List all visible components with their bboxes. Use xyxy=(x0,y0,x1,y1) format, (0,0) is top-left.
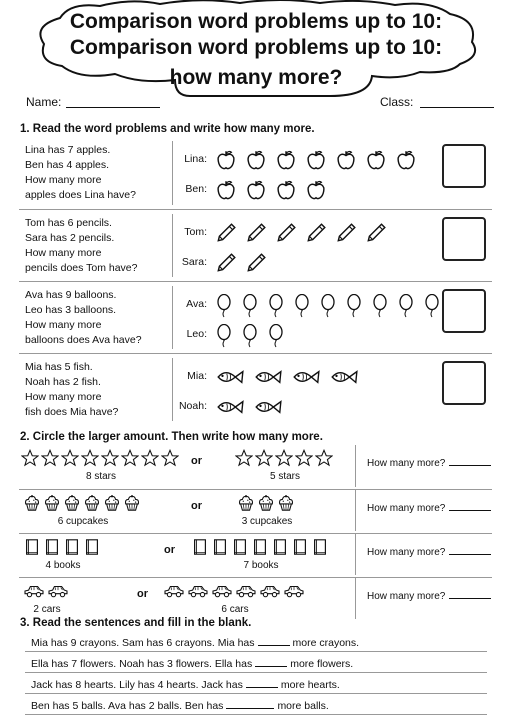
row-divider xyxy=(172,358,173,421)
sentence-before: Jack has 8 hearts. Lily has 4 hearts. Jack has xyxy=(31,679,243,691)
balloon-icon xyxy=(241,324,263,348)
star-icon xyxy=(315,449,335,467)
balloon-icon xyxy=(215,294,237,318)
apple-icon xyxy=(275,149,301,171)
person-name: Mia: xyxy=(187,370,207,382)
book-icon xyxy=(23,538,43,556)
book-icon xyxy=(251,538,271,556)
problem-text-line: How many more xyxy=(25,391,102,403)
row-divider xyxy=(355,534,356,575)
group-caption: 4 books xyxy=(45,560,81,571)
problem-text-line: Ben has 4 apples. xyxy=(25,159,110,171)
apple-icon xyxy=(215,179,241,201)
sentence-after: more hearts. xyxy=(280,679,340,691)
answer-blank[interactable] xyxy=(449,510,491,511)
star-icon xyxy=(41,449,61,467)
sentence-line xyxy=(25,651,487,652)
balloon-icon xyxy=(267,294,289,318)
balloon-icon xyxy=(293,294,315,318)
group-caption: 2 cars xyxy=(33,604,61,615)
compare-row xyxy=(19,445,492,487)
balloon-icon xyxy=(319,294,341,318)
sentence-before: Mia has 9 crayons. Sam has 6 crayons. Mia has xyxy=(31,637,255,649)
apple-icon xyxy=(245,179,271,201)
icon-row xyxy=(191,538,331,560)
star-icon xyxy=(141,449,161,467)
book-icon xyxy=(211,538,231,556)
pencil-icon xyxy=(365,222,391,244)
compare-row xyxy=(19,489,492,531)
cupcake-icon xyxy=(237,494,257,512)
icon-row xyxy=(23,494,143,516)
how-many-prompt xyxy=(367,458,491,469)
sentence-before: Ella has 7 flowers. Noah has 3 flowers. Ella has xyxy=(31,658,253,670)
star-icon xyxy=(275,449,295,467)
right-group[interactable] xyxy=(191,538,331,572)
sentence-line xyxy=(25,672,487,673)
section-1 xyxy=(19,137,492,427)
row-divider xyxy=(355,445,356,487)
problem-text-line: pencils does Tom have? xyxy=(25,262,138,274)
left-group[interactable] xyxy=(23,538,103,572)
car-icon xyxy=(283,582,307,600)
sentence-after: more flowers. xyxy=(290,658,354,670)
problem-text xyxy=(25,216,173,276)
answer-box[interactable] xyxy=(442,289,486,333)
or-label: or xyxy=(191,455,202,467)
how-many-label: How many more? xyxy=(367,458,446,469)
section-2-title: 2. Circle the larger amount. Then write how many more. xyxy=(20,431,323,443)
person-name: Noah: xyxy=(178,400,207,412)
car-icon xyxy=(235,582,259,600)
fish-icon xyxy=(215,366,249,388)
problem-row xyxy=(19,281,492,353)
problem-row xyxy=(19,137,492,209)
problem-text-line: fish does Mia have? xyxy=(25,406,119,418)
problem-text-line: Tom has 6 pencils. xyxy=(25,217,112,229)
balloon-icon xyxy=(267,324,289,348)
icon-row xyxy=(215,366,367,390)
apple-icon xyxy=(395,149,421,171)
pencil-icon xyxy=(335,222,361,244)
problem-text-line: apples does Lina have? xyxy=(25,189,136,201)
problem-text-line: How many more xyxy=(25,247,102,259)
cupcake-icon xyxy=(257,494,277,512)
car-icon xyxy=(259,582,283,600)
fish-icon xyxy=(253,366,287,388)
pencil-icon xyxy=(245,222,271,244)
star-icon xyxy=(121,449,141,467)
left-group[interactable] xyxy=(23,582,71,616)
problem-text xyxy=(25,360,173,420)
or-label: or xyxy=(137,588,148,600)
sentence-blank[interactable] xyxy=(246,678,278,688)
answer-box[interactable] xyxy=(442,144,486,188)
balloon-icon xyxy=(345,294,367,318)
class-label: Class: xyxy=(380,95,414,109)
title-line-3: how many more? xyxy=(169,66,343,89)
apple-icon xyxy=(365,149,391,171)
icon-row xyxy=(215,179,335,203)
row-divider xyxy=(355,490,356,531)
cupcake-icon xyxy=(83,494,103,512)
problem-text-line: Lina has 7 apples. xyxy=(25,144,111,156)
fill-sentence xyxy=(31,699,329,712)
group-caption: 6 cars xyxy=(221,604,249,615)
icon-row xyxy=(215,294,449,318)
icon-row xyxy=(215,252,275,276)
problem-text-line: Leo has 3 balloons. xyxy=(25,304,117,316)
fill-sentence xyxy=(31,657,353,670)
person-name: Leo: xyxy=(186,328,207,340)
answer-blank[interactable] xyxy=(449,554,491,555)
group-caption: 3 cupcakes xyxy=(241,516,293,527)
problem-text-line: balloons does Ava have? xyxy=(25,334,142,346)
cupcake-icon xyxy=(103,494,123,512)
apple-icon xyxy=(275,179,301,201)
problem-row xyxy=(19,353,492,425)
how-many-label: How many more? xyxy=(367,503,446,514)
sentence-after: more crayons. xyxy=(292,637,360,649)
icon-row xyxy=(215,396,291,420)
apple-icon xyxy=(335,149,361,171)
pencil-icon xyxy=(275,222,301,244)
or-label: or xyxy=(191,500,202,512)
row-divider xyxy=(355,578,356,619)
problem-text-line: Sara has 2 pencils. xyxy=(25,232,115,244)
apple-icon xyxy=(305,149,331,171)
car-icon xyxy=(187,582,211,600)
person-name: Lina: xyxy=(184,153,207,165)
icon-row xyxy=(215,149,425,173)
pencil-icon xyxy=(215,252,241,274)
problem-row xyxy=(19,209,492,281)
title-line-1: Comparison word problems up to 10: xyxy=(69,10,443,33)
sentence-after: more balls. xyxy=(277,700,329,712)
answer-blank[interactable] xyxy=(449,465,491,466)
book-icon xyxy=(271,538,291,556)
star-icon xyxy=(101,449,121,467)
group-caption: 8 stars xyxy=(85,471,116,482)
problem-text xyxy=(25,143,173,203)
name-class-bar xyxy=(26,95,494,111)
answer-box[interactable] xyxy=(442,361,486,405)
group-caption: 5 stars xyxy=(269,471,300,482)
right-group[interactable] xyxy=(237,494,297,528)
name-label: Name: xyxy=(26,95,62,109)
book-icon xyxy=(63,538,83,556)
book-icon xyxy=(231,538,251,556)
balloon-icon xyxy=(215,324,237,348)
title-cloud xyxy=(0,0,512,96)
how-many-prompt xyxy=(367,547,491,558)
sentence-before: Ben has 5 balls. Ava has 2 balls. Ben has xyxy=(31,700,224,712)
class-field[interactable] xyxy=(420,107,494,108)
icon-row xyxy=(23,582,71,604)
car-icon xyxy=(23,582,47,600)
fish-icon xyxy=(215,396,249,418)
person-name: Sara: xyxy=(181,256,207,268)
sentence-blank[interactable] xyxy=(226,699,274,709)
pencil-icon xyxy=(215,222,241,244)
person-name: Tom: xyxy=(184,226,207,238)
row-divider xyxy=(172,214,173,277)
cupcake-icon xyxy=(23,494,43,512)
icon-row xyxy=(21,449,181,471)
star-icon xyxy=(235,449,255,467)
icon-row xyxy=(163,582,307,604)
fish-icon xyxy=(291,366,325,388)
title-line-2: Comparison word problems up to 10: xyxy=(69,36,443,59)
group-caption: 6 cupcakes xyxy=(57,516,109,527)
right-group[interactable] xyxy=(163,582,307,616)
how-many-prompt xyxy=(367,503,491,514)
or-label: or xyxy=(164,544,175,556)
apple-icon xyxy=(305,179,331,201)
apple-icon xyxy=(215,149,241,171)
icon-row xyxy=(215,324,293,348)
compare-row xyxy=(19,533,492,575)
icon-row xyxy=(215,222,395,246)
star-icon xyxy=(81,449,101,467)
section-3-title: 3. Read the sentences and fill in the blank. xyxy=(20,617,252,629)
right-group[interactable] xyxy=(235,449,335,483)
cupcake-icon xyxy=(123,494,143,512)
fill-sentence xyxy=(31,636,359,649)
icon-row xyxy=(23,538,103,560)
pencil-icon xyxy=(305,222,331,244)
section-1-title: 1. Read the word problems and write how many more. xyxy=(20,123,315,135)
how-many-prompt xyxy=(367,591,491,602)
star-icon xyxy=(21,449,41,467)
cupcake-icon xyxy=(63,494,83,512)
balloon-icon xyxy=(371,294,393,318)
answer-box[interactable] xyxy=(442,217,486,261)
problem-text-line: Ava has 9 balloons. xyxy=(25,289,117,301)
problem-text-line: Noah has 2 fish. xyxy=(25,376,101,388)
sentence-line xyxy=(25,693,487,694)
star-icon xyxy=(61,449,81,467)
cupcake-icon xyxy=(43,494,63,512)
person-name: Ben: xyxy=(185,183,207,195)
row-divider xyxy=(172,286,173,349)
left-group[interactable] xyxy=(23,494,143,528)
problem-text-line: How many more xyxy=(25,174,102,186)
car-icon xyxy=(211,582,235,600)
name-field[interactable] xyxy=(66,107,160,108)
book-icon xyxy=(83,538,103,556)
pencil-icon xyxy=(245,252,271,274)
star-icon xyxy=(295,449,315,467)
star-icon xyxy=(255,449,275,467)
how-many-label: How many more? xyxy=(367,547,446,558)
problem-text xyxy=(25,288,173,348)
fish-icon xyxy=(253,396,287,418)
star-icon xyxy=(161,449,181,467)
book-icon xyxy=(311,538,331,556)
car-icon xyxy=(47,582,71,600)
sentence-blank[interactable] xyxy=(258,636,290,646)
how-many-label: How many more? xyxy=(367,591,446,602)
icon-row xyxy=(235,449,335,471)
balloon-icon xyxy=(397,294,419,318)
apple-icon xyxy=(245,149,271,171)
answer-blank[interactable] xyxy=(449,598,491,599)
problem-text-line: How many more xyxy=(25,319,102,331)
fish-icon xyxy=(329,366,363,388)
car-icon xyxy=(163,582,187,600)
group-caption: 7 books xyxy=(243,560,279,571)
left-group[interactable] xyxy=(21,449,181,483)
person-name: Ava: xyxy=(186,298,207,310)
fill-sentence xyxy=(31,678,340,691)
book-icon xyxy=(291,538,311,556)
icon-row xyxy=(237,494,297,516)
compare-row xyxy=(19,577,492,619)
sentence-blank[interactable] xyxy=(255,657,287,667)
book-icon xyxy=(191,538,211,556)
book-icon xyxy=(43,538,63,556)
problem-text-line: Mia has 5 fish. xyxy=(25,361,93,373)
row-divider xyxy=(172,141,173,205)
cupcake-icon xyxy=(277,494,297,512)
sentence-line xyxy=(25,714,487,715)
balloon-icon xyxy=(241,294,263,318)
